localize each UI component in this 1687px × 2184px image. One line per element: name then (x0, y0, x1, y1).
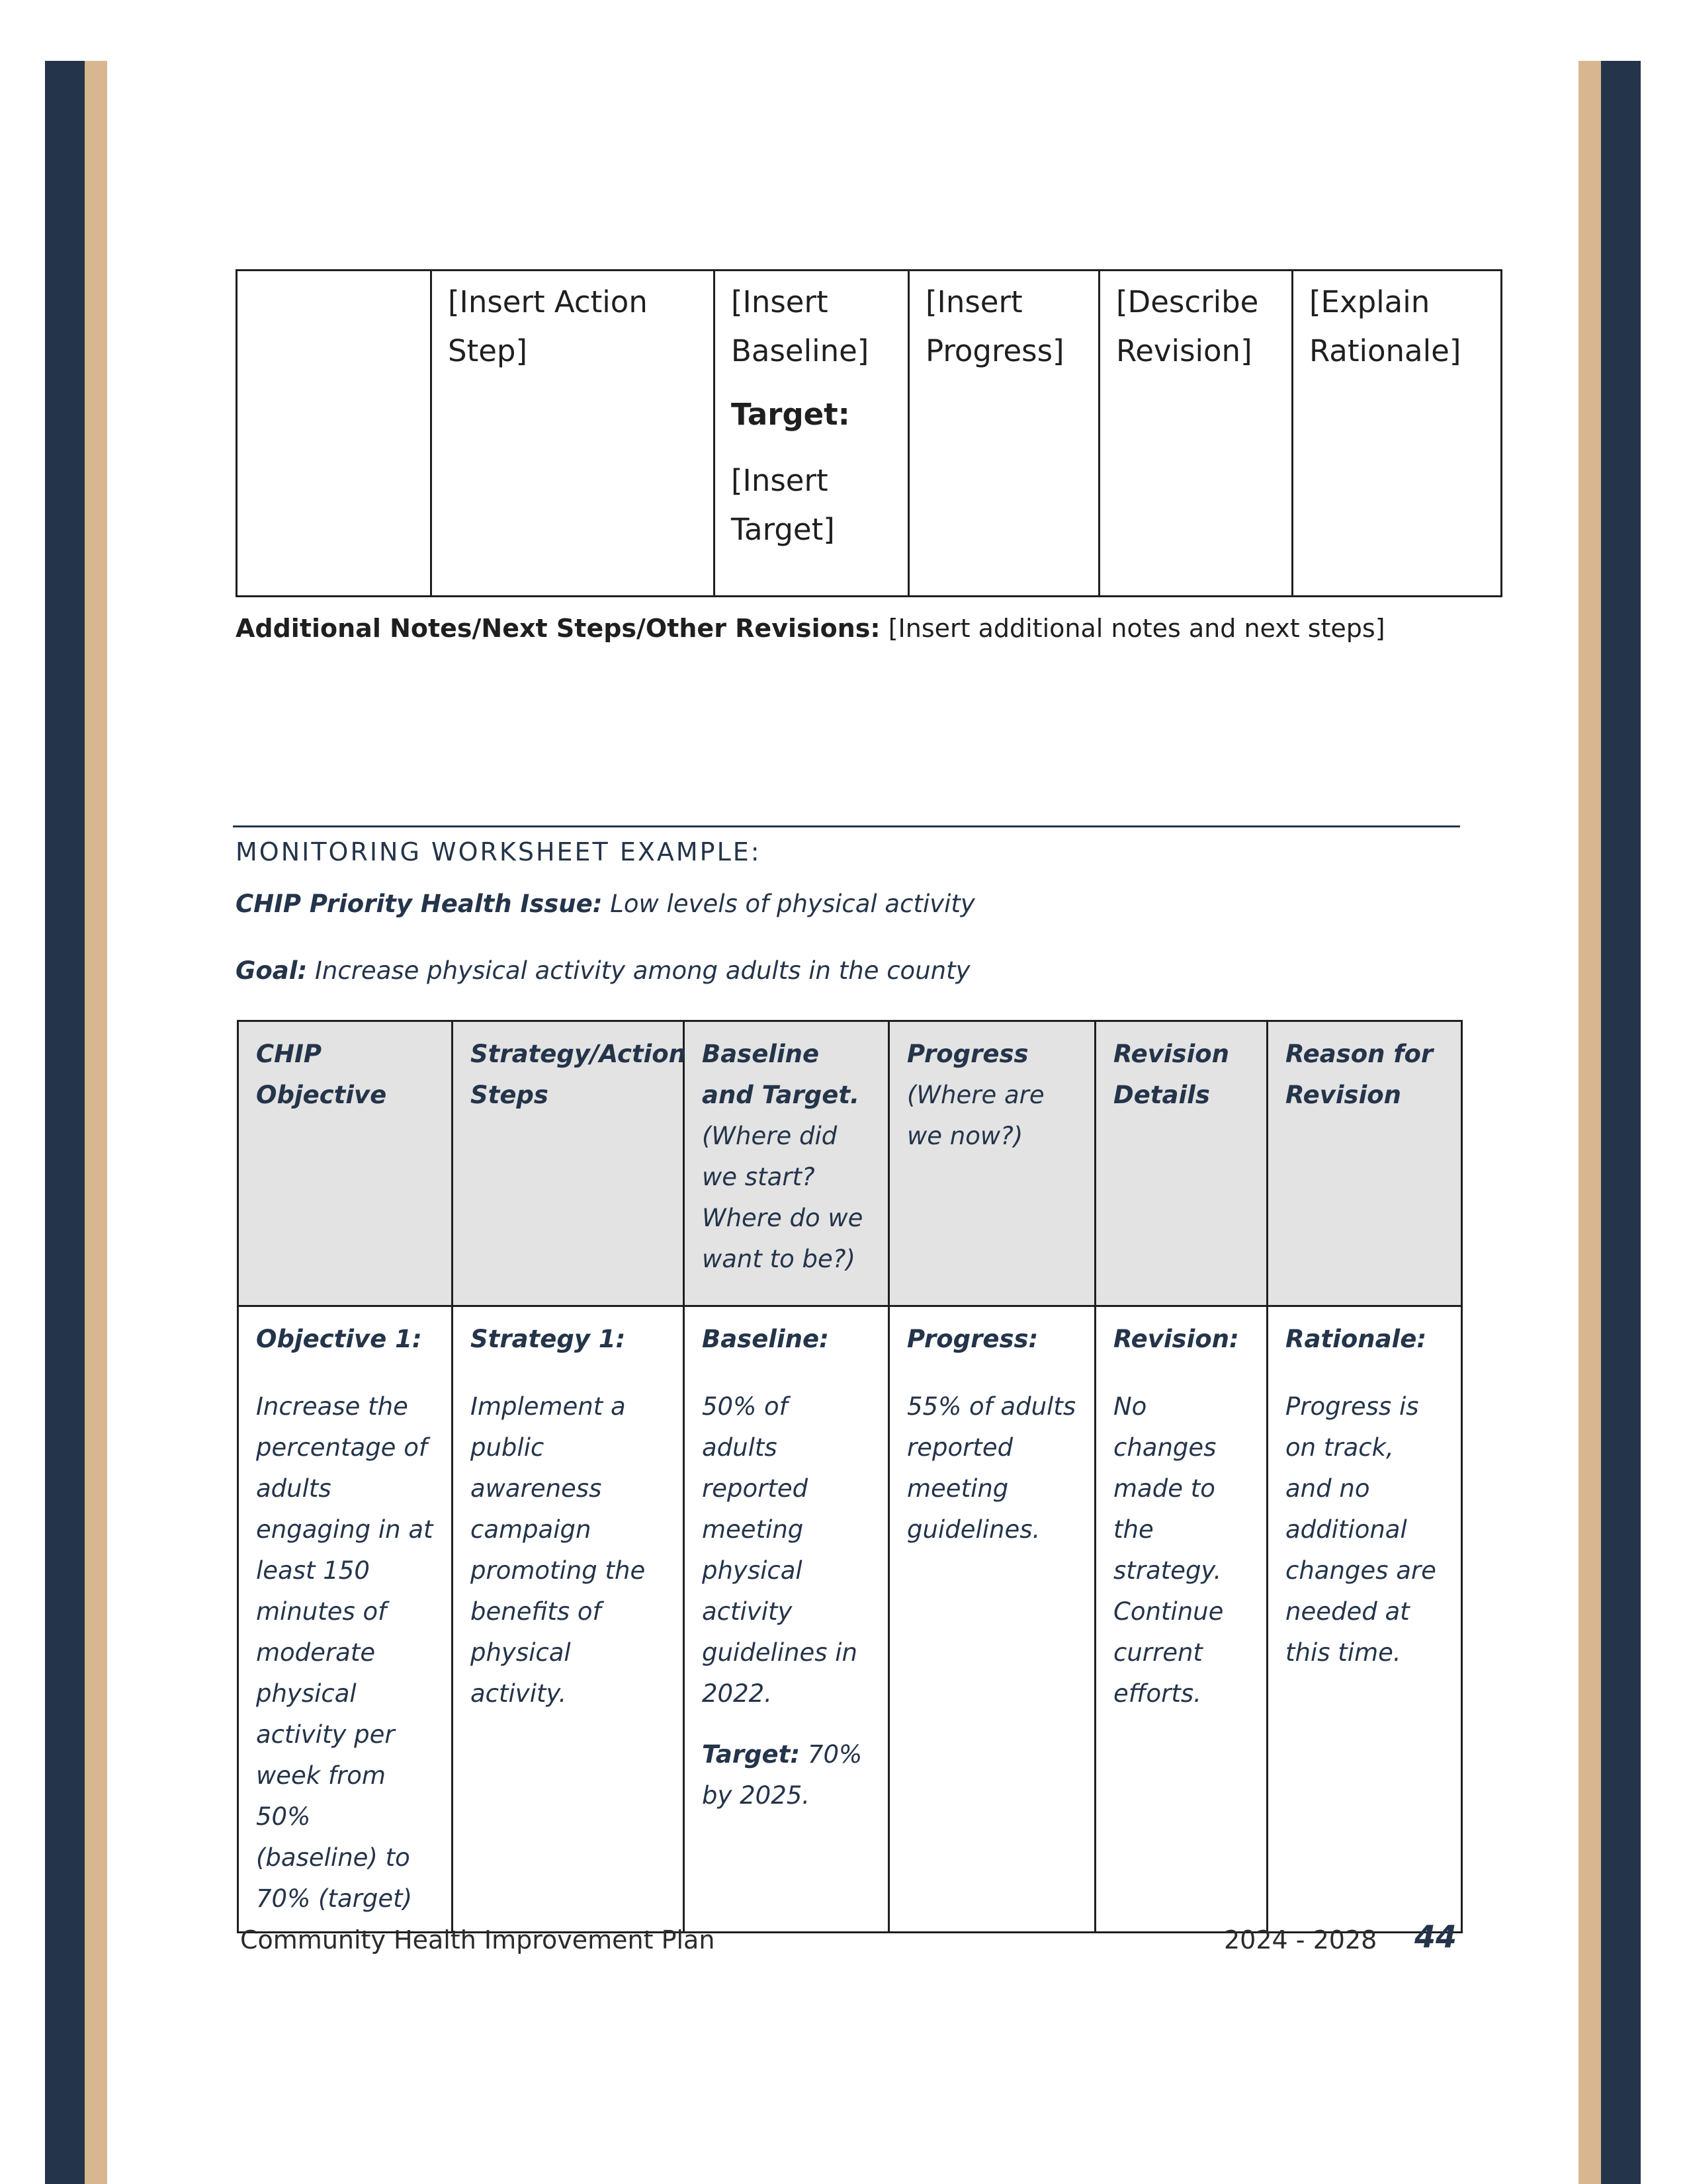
progress-head: Progress: (907, 1325, 1039, 1353)
goal (236, 954, 971, 987)
revision-head: Revision: (1113, 1325, 1239, 1353)
goal-text: Increase physical activity among adults in the county (307, 956, 971, 985)
example-data-row (238, 1306, 1462, 1933)
issue-label: CHIP Priority Health Issue: (236, 890, 603, 918)
footer-years: 2024 - 2028 (1224, 1925, 1377, 1954)
baseline-cell (684, 1306, 889, 1933)
objective-text: Increase the percentage of adults engaging in at least 150 minutes of moderate physical activity per week from 50% (baseline) to 70% (target) (256, 1392, 433, 1913)
goal-label: Goal: (236, 956, 308, 985)
baseline-head: Baseline: (702, 1325, 829, 1353)
example-header-row (238, 1021, 1462, 1306)
progress-text: 55% of adults reported meeting guidelines. (907, 1392, 1076, 1544)
template-progress: [Insert Progress] (909, 271, 1100, 597)
objective-cell (238, 1306, 453, 1933)
left-tan-stripe (85, 61, 107, 2184)
strategy-cell (453, 1306, 684, 1933)
right-tan-stripe (1579, 61, 1601, 2184)
priority-issue (236, 888, 975, 921)
left-navy-stripe (45, 61, 85, 2184)
section-title: MONITORING WORKSHEET EXAMPLE: (236, 837, 761, 866)
template-revision: [Describe Revision] (1100, 271, 1293, 597)
example-table (237, 1020, 1463, 1933)
template-objective-cell (237, 271, 431, 597)
template-table (236, 269, 1502, 597)
strategy-text: Implement a public awareness campaign promoting the benefits of physical activity. (470, 1392, 646, 1708)
issue-text: Low levels of physical activity (602, 890, 975, 918)
objective-head: Objective 1: (256, 1325, 422, 1353)
rationale-cell (1268, 1306, 1462, 1933)
revision-text: No changes made to the strategy. Continue current efforts. (1113, 1392, 1224, 1708)
template-baseline-cell (714, 271, 909, 597)
header-objective: CHIP Objective (238, 1021, 453, 1306)
target-line (702, 1734, 871, 1816)
right-navy-stripe (1601, 61, 1641, 2184)
template-target-label: Target: (731, 397, 850, 432)
header-progress: Progress (Where are we now?) (889, 1021, 1096, 1306)
section-divider (233, 825, 1460, 827)
notes-text: [Insert additional notes and next steps] (880, 614, 1385, 643)
target-label: Target: (702, 1740, 800, 1769)
template-rationale: [Explain Rationale] (1293, 271, 1502, 597)
header-baseline-target: Baseline and Target. (Where did we start? Where do we want to be?) (684, 1021, 889, 1306)
template-baseline: [Insert Baseline] (731, 284, 869, 368)
target-text: 70% by 2025. (702, 1740, 863, 1810)
footer-title: Community Health Improvement Plan (240, 1925, 715, 1954)
baseline-text: 50% of adults reported meeting physical activity guidelines in 2022. (702, 1392, 858, 1708)
template-target: [Insert Target] (731, 463, 835, 547)
additional-notes (236, 612, 1526, 645)
page-number: 44 (1414, 1919, 1457, 1954)
progress-cell (889, 1306, 1096, 1933)
template-action-step: [Insert Action Step] (431, 271, 714, 597)
strategy-head: Strategy 1: (470, 1325, 626, 1353)
rationale-text: Progress is on track, and no additional changes are needed at this time. (1285, 1392, 1436, 1667)
notes-label: Additional Notes/Next Steps/Other Revisions: (236, 614, 881, 643)
header-strategy: Strategy/Action Steps (453, 1021, 684, 1306)
rationale-head: Rationale: (1285, 1325, 1427, 1353)
revision-cell (1096, 1306, 1268, 1933)
header-revision-details: Revision Details (1096, 1021, 1268, 1306)
template-row (237, 271, 1502, 597)
header-reason-for-revision: Reason for Revision (1268, 1021, 1462, 1306)
